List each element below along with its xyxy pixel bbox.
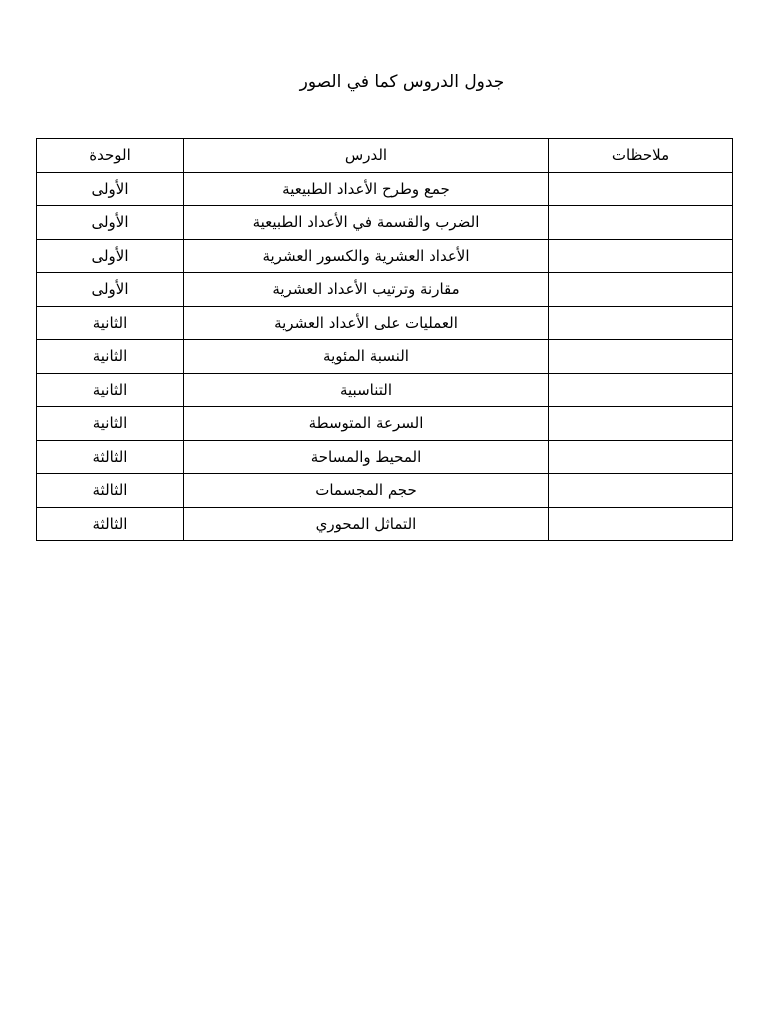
cell-notes [549,407,733,441]
cell-lesson: الضرب والقسمة في الأعداد الطبيعية [184,206,549,240]
cell-notes [549,373,733,407]
cell-unit: الأولى [37,206,184,240]
cell-unit: الثانية [37,306,184,340]
table-row [37,474,733,508]
cell-unit: الثالثة [37,507,184,541]
table-row [37,206,733,240]
cell-notes [549,340,733,374]
cell-notes [549,273,733,307]
table-row [37,340,733,374]
table-row [37,507,733,541]
cell-notes [549,239,733,273]
cell-lesson: جمع وطرح الأعداد الطبيعية [184,172,549,206]
table-row [37,373,733,407]
cell-lesson: حجم المجسمات [184,474,549,508]
cell-unit: الأولى [37,239,184,273]
header-lesson: الدرس [184,139,549,173]
cell-unit: الثالثة [37,440,184,474]
cell-lesson: التماثل المحوري [184,507,549,541]
table-row [37,273,733,307]
cell-unit: الثالثة [37,474,184,508]
table-row [37,239,733,273]
cell-notes [549,206,733,240]
header-notes: ملاحظات [549,139,733,173]
cell-lesson: السرعة المتوسطة [184,407,549,441]
table-row [37,440,733,474]
cell-lesson: الأعداد العشرية والكسور العشرية [184,239,549,273]
table-row [37,306,733,340]
table-row [37,172,733,206]
cell-lesson: مقارنة وترتيب الأعداد العشرية [184,273,549,307]
cell-unit: الثانية [37,373,184,407]
cell-lesson: المحيط والمساحة [184,440,549,474]
page-title: جدول الدروس كما في الصور [299,72,505,92]
table-row [37,407,733,441]
table-header-row [37,139,733,173]
cell-notes [549,474,733,508]
cell-notes [549,306,733,340]
cell-unit: الأولى [37,172,184,206]
cell-lesson: التناسبية [184,373,549,407]
lessons-table [36,138,733,541]
cell-notes [549,440,733,474]
header-unit: الوحدة [37,139,184,173]
cell-unit: الأولى [37,273,184,307]
cell-unit: الثانية [37,340,184,374]
cell-notes [549,172,733,206]
cell-lesson: العمليات على الأعداد العشرية [184,306,549,340]
cell-notes [549,507,733,541]
cell-unit: الثانية [37,407,184,441]
cell-lesson: النسبة المئوية [184,340,549,374]
